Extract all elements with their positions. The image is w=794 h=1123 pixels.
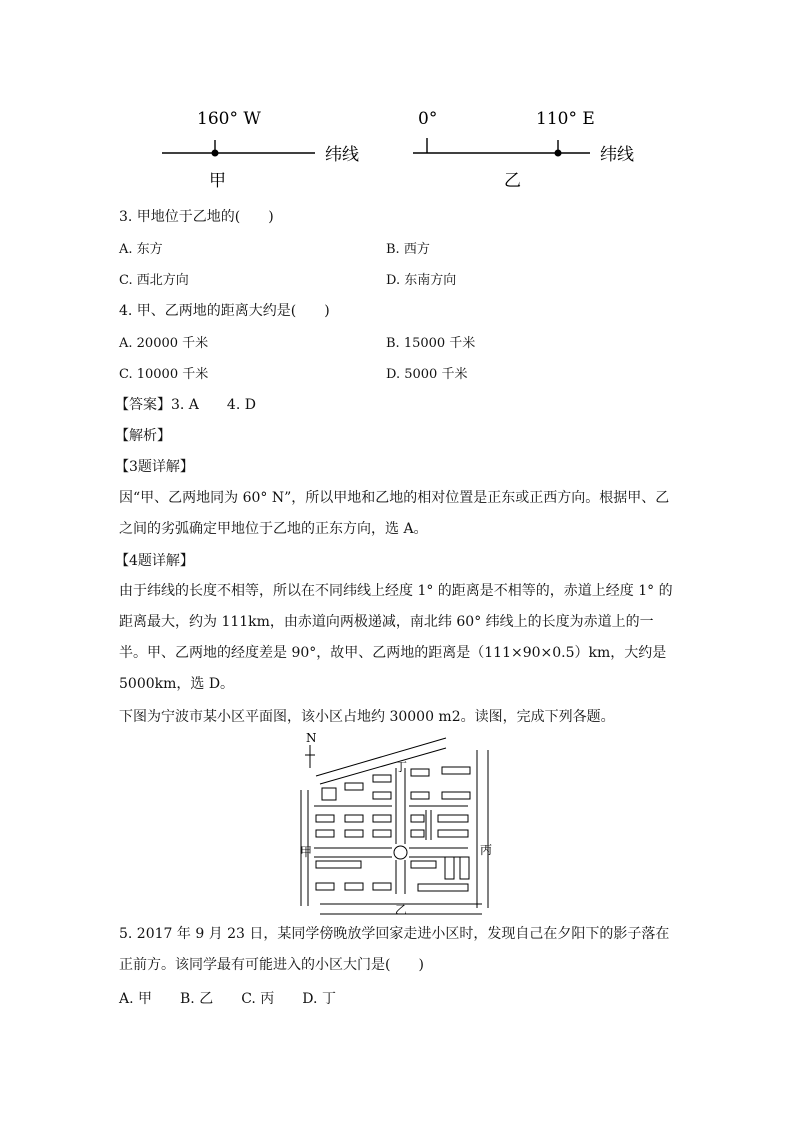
q3-option-d: D. 东南方向 — [386, 273, 457, 288]
label-latitude-left: 纬线 — [325, 145, 359, 165]
label-jia: 甲 — [209, 171, 226, 191]
roundabout — [394, 846, 407, 859]
community-plan-map — [296, 728, 506, 920]
latitude-diagram — [150, 100, 650, 195]
q5-options: A. 甲 B. 乙 C. 丙 D. 丁 — [119, 991, 336, 1007]
q4-detail-heading: 【4题详解】 — [115, 553, 194, 569]
gate-yi-label: 乙 — [395, 903, 408, 917]
q3-option-a: A. 东方 — [119, 242, 163, 257]
answer-line: 【答案】3. A 4. D — [115, 397, 256, 413]
label-160w: 160° W — [197, 109, 261, 129]
gate-bing-label: 丙 — [480, 843, 493, 857]
north-arrow-icon — [305, 745, 315, 768]
buildings — [316, 767, 470, 891]
q3-stem: 3. 甲地位于乙地的( ) — [119, 209, 274, 225]
intro-question-group-2: 下图为宁波市某小区平面图，该小区占地约 30000 m2。读图，完成下列各题。 — [119, 709, 615, 725]
q4-option-b: B. 15000 千米 — [386, 336, 476, 351]
north-label: N — [306, 731, 317, 745]
label-latitude-right: 纬线 — [600, 145, 634, 165]
q3-detail-heading: 【3题详解】 — [115, 459, 194, 475]
gate-jia-label: 甲 — [300, 845, 313, 859]
q3-detail-text: 因“甲、乙两地同为 60° N”，所以甲地和乙地的相对位置是正东或正西方向。根据甲、乙之间的劣弧确定甲地位于乙地的正东方向，选 A。 — [119, 490, 670, 537]
gate-ding-label: 丁 — [395, 760, 408, 774]
q4-option-a: A. 20000 千米 — [119, 336, 209, 351]
q4-option-d: D. 5000 千米 — [386, 367, 468, 382]
q4-stem: 4. 甲、乙两地的距离大约是( ) — [119, 303, 330, 319]
label-zero: 0° — [418, 109, 438, 129]
q5-stem: 5. 2017 年 9 月 23 日，某同学傍晚放学回家走进小区时，发现自己在夕阳下的影子落在正前方。该同学最有可能进入的小区大门是( ) — [119, 926, 670, 973]
label-yi: 乙 — [504, 171, 521, 191]
q3-option-c: C. 西北方向 — [119, 273, 189, 288]
q4-detail-text: 由于纬线的长度不相等，所以在不同纬线上经度 1° 的距离是不相等的，赤道上经度 1° 的距离最大，约为 111km，由赤道向两极递减，南北纬 60° 纬线上的长度为赤道上的一半。甲、乙两地的经度差是 90°，故甲、乙两地的距离是（111×90×0.5）km，大约是 5000km，选 D。 — [119, 583, 673, 692]
label-110e: 110° E — [536, 109, 595, 129]
analysis-heading: 【解析】 — [115, 428, 171, 444]
q3-option-b: B. 西方 — [386, 242, 430, 257]
q4-option-c: C. 10000 千米 — [119, 367, 209, 382]
